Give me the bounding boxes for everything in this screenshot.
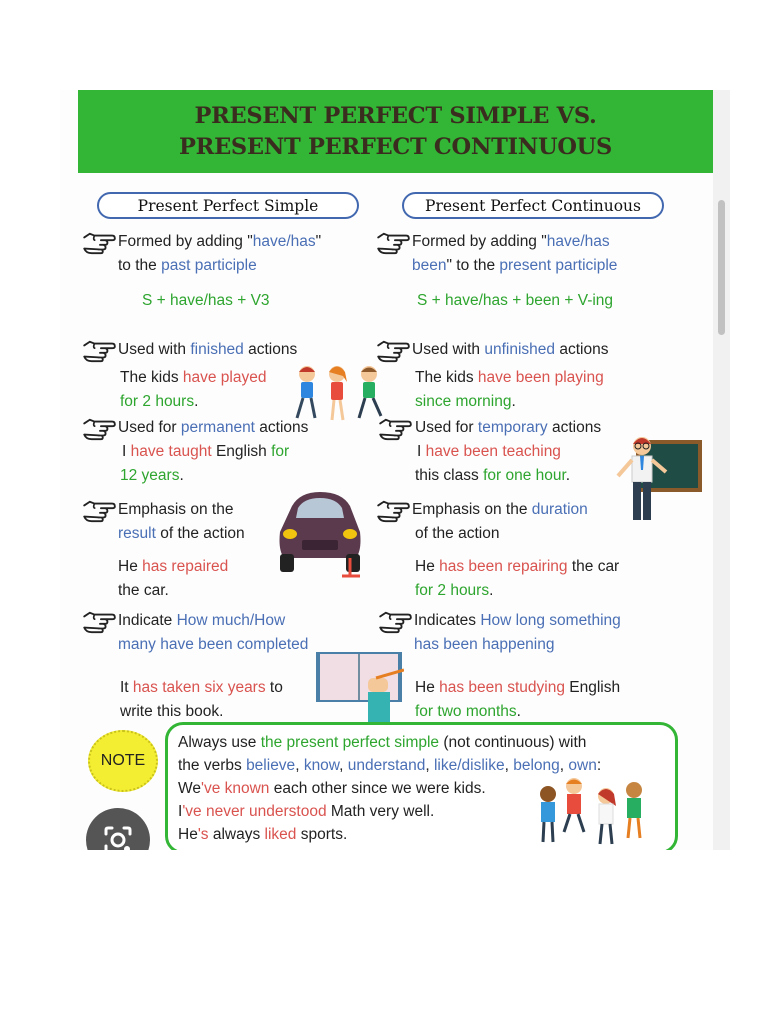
scrollbar[interactable] bbox=[713, 90, 730, 850]
indicate-right-example1: He has been studying English bbox=[415, 679, 621, 696]
emphasis-left-example1: He has repaired bbox=[118, 558, 229, 575]
finished-right-example2: since morning. bbox=[415, 393, 516, 410]
title-line-1: PRESENT PERFECT SIMPLE VS. bbox=[194, 102, 597, 129]
formed-left-line1: Formed by adding "have/has" bbox=[118, 233, 322, 250]
kids-illustration bbox=[285, 362, 393, 424]
finished-left-example2: for 2 hours. bbox=[120, 393, 199, 410]
indicate-right-line2: has been happening bbox=[414, 636, 555, 653]
title-line-2: PRESENT PERFECT CONTINUOUS bbox=[179, 133, 612, 160]
book-illustration bbox=[316, 650, 404, 728]
finished-left-example1: The kids have played bbox=[120, 369, 267, 386]
formed-right-line2: been" to the present participle bbox=[412, 257, 618, 274]
formed-left-line2: to the past participle bbox=[118, 257, 257, 274]
finished-right-line: Used with unfinished actions bbox=[412, 341, 609, 358]
pointing-hand-icon bbox=[82, 338, 118, 364]
teacher-illustration bbox=[608, 430, 704, 526]
indicate-right-example2: for two months. bbox=[415, 703, 521, 720]
permanent-left-example2: 12 years. bbox=[120, 467, 184, 484]
indicate-left-example1: It has taken six years to bbox=[120, 679, 283, 696]
column-header-simple: Present Perfect Simple bbox=[97, 192, 359, 219]
permanent-left-line: Used for permanent actions bbox=[118, 419, 309, 436]
lens-button[interactable] bbox=[86, 808, 150, 850]
note-line-2: the verbs believe, know, understand, like/dislike, belong, own: bbox=[178, 757, 602, 774]
indicate-left-line1: Indicate How much/How bbox=[118, 612, 286, 629]
permanent-left-example1: I have taught English for bbox=[122, 443, 290, 460]
infographic-sheet bbox=[60, 90, 730, 850]
pointing-hand-icon bbox=[82, 230, 118, 256]
permanent-right-example1: I have been teaching bbox=[417, 443, 561, 460]
emphasis-left-line1: Emphasis on the bbox=[118, 501, 234, 518]
pointing-hand-icon bbox=[376, 338, 412, 364]
finished-left-line: Used with finished actions bbox=[118, 341, 298, 358]
formula-simple: S + have/has + V3 bbox=[142, 292, 270, 309]
pointing-hand-icon bbox=[378, 609, 414, 635]
finished-right-example1: The kids have been playing bbox=[415, 369, 604, 386]
emphasis-right-example2: for 2 hours. bbox=[415, 582, 494, 599]
title-banner bbox=[78, 90, 713, 173]
pointing-hand-icon bbox=[376, 498, 412, 524]
emphasis-right-line1: Emphasis on the duration bbox=[412, 501, 588, 518]
pointing-hand-icon bbox=[82, 498, 118, 524]
scrollbar-thumb[interactable] bbox=[718, 200, 725, 335]
formed-right-line1: Formed by adding "have/has bbox=[412, 233, 610, 250]
pointing-hand-icon bbox=[376, 230, 412, 256]
lens-icon bbox=[86, 808, 150, 850]
permanent-right-example2: this class for one hour. bbox=[415, 467, 571, 484]
note-line-4: I've never understood Math very well. bbox=[178, 803, 435, 820]
indicate-left-line2: many have been completed bbox=[118, 636, 309, 653]
formula-continuous: S + have/has + been + V-ing bbox=[417, 292, 614, 309]
emphasis-right-line2: of the action bbox=[415, 525, 500, 542]
column-header-continuous: Present Perfect Continuous bbox=[402, 192, 664, 219]
indicate-left-example2: write this book. bbox=[120, 703, 224, 720]
note-line-1: Always use the present perfect simple (not continuous) with bbox=[178, 734, 587, 751]
emphasis-left-example2: the car. bbox=[118, 582, 169, 599]
note-badge: NOTE bbox=[88, 730, 158, 792]
indicate-right-line1: Indicates How long something bbox=[414, 612, 621, 629]
note-line-3: We've known each other since we were kids. bbox=[178, 780, 486, 797]
pointing-hand-icon bbox=[82, 416, 118, 442]
permanent-right-line: Used for temporary actions bbox=[415, 419, 602, 436]
note-line-5: He's always liked sports. bbox=[178, 826, 348, 843]
car-illustration bbox=[270, 488, 370, 580]
pointing-hand-icon bbox=[378, 416, 414, 442]
emphasis-left-line2: result of the action bbox=[118, 525, 245, 542]
kids-group-illustration bbox=[534, 778, 654, 850]
emphasis-right-example1: He has been repairing the car bbox=[415, 558, 620, 575]
pointing-hand-icon bbox=[82, 609, 118, 635]
